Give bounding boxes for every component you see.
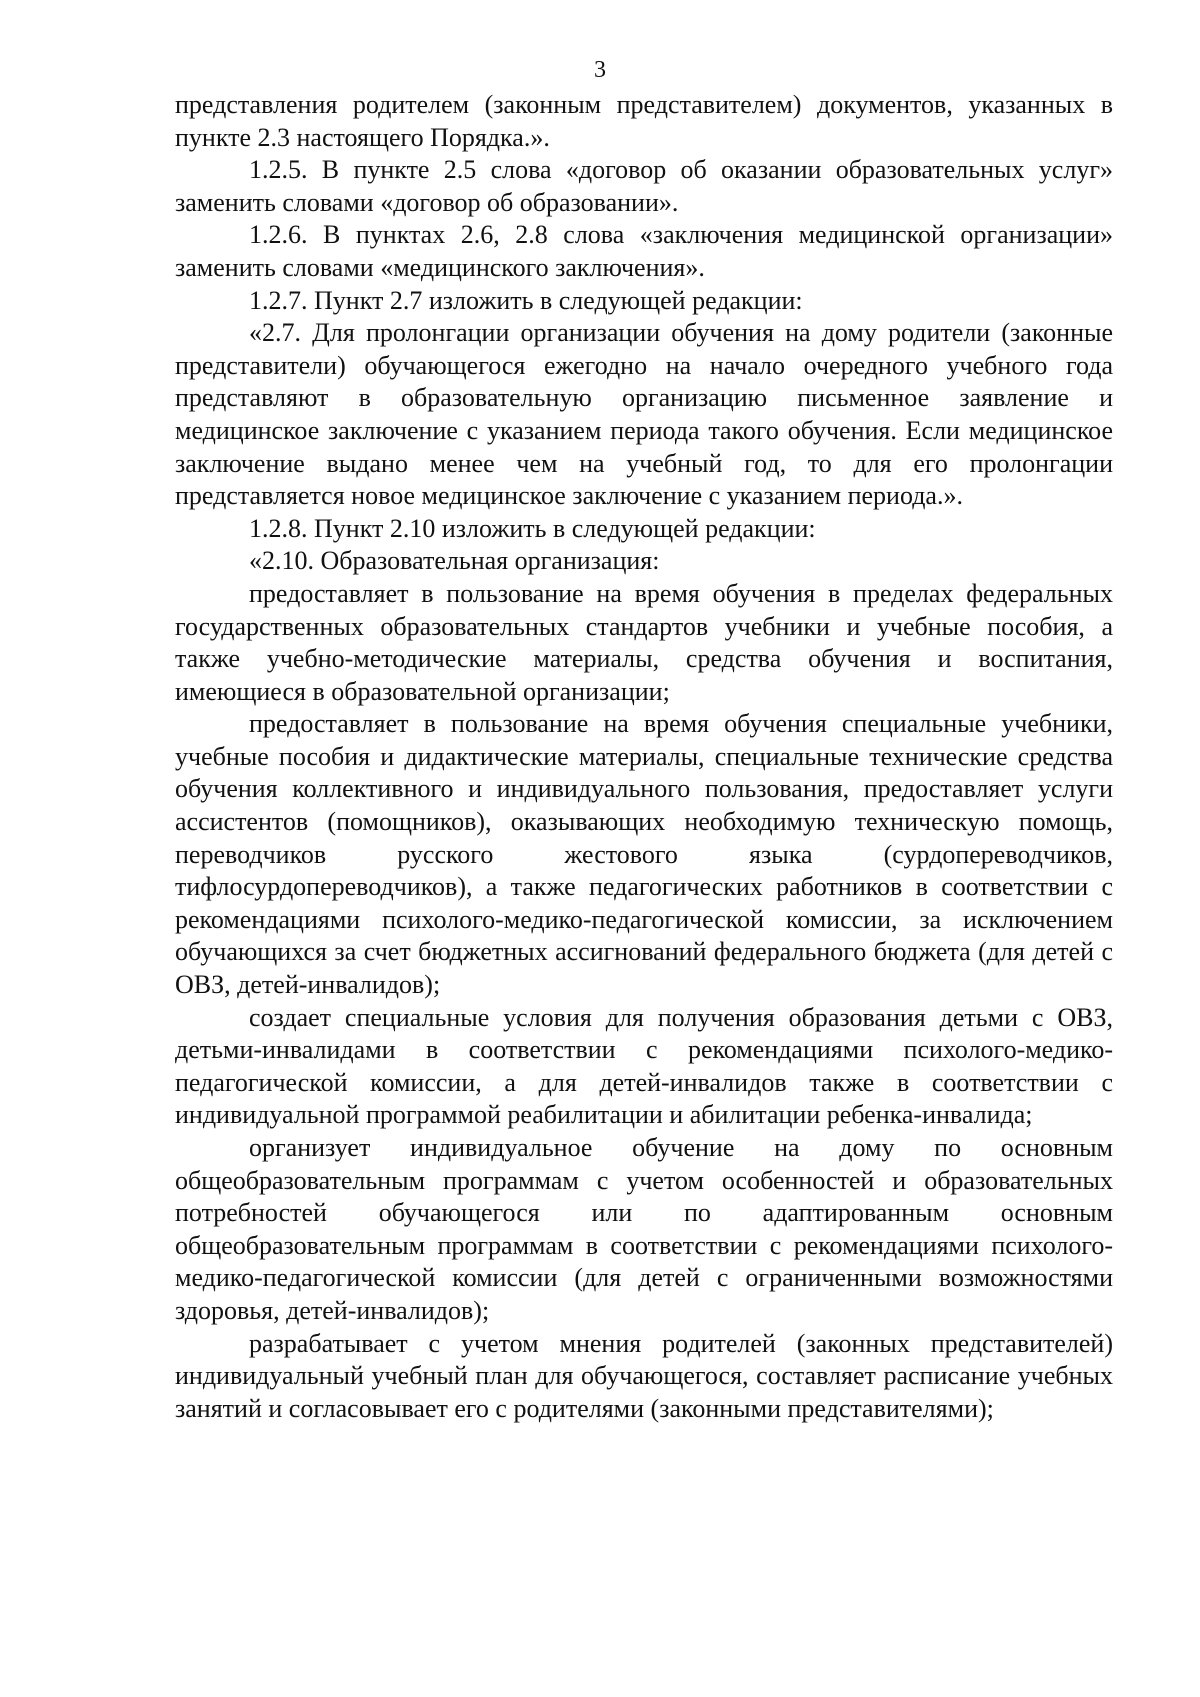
paragraph-2-7-text: «2.7. Для пролонгации организации обучения на дому родители (законные представители) обучающегося ежегодно на начало очередного учебного года представляют в образовательную организацию письменное заявление и медицинское заключение с указанием периода такого обучения. Если медицинское заключение выдано менее чем на учебный год, то для его пролонгации представляется новое медицинское заключение с указанием периода.». — [175, 318, 1113, 511]
paragraph-1-2-8: 1.2.8. Пункт 2.10 изложить в следующей редакции: — [249, 513, 816, 543]
list-item-home-education: организует индивидуальное обучение на дому по основным общеобразовательным программам с учетом особенностей и образовательных потребностей обучающегося или по адаптированным основным общеобразовательным программам в соответствии с рекомендациями психолого-медико-педагогической комиссии (для детей с ограниченными возможностями здоровья, детей-инвалидов); — [175, 1133, 1113, 1325]
paragraph-2-10-heading: «2.10. Образовательная организация: — [249, 546, 660, 576]
page-number: 3 — [594, 57, 606, 83]
list-item-special-conditions: создает специальные условия для получения образования детьми с ОВЗ, детьми-инвалидами в соответствии с рекомендациями психолого-медико-педагогической комиссии, а для детей-инвалидов также в соответствии с индивидуальной программой реабилитации и абилитации ребенка-инвалида; — [175, 1002, 1113, 1130]
paragraph-1-2-5: 1.2.5. В пункте 2.5 слова «договор об оказании образовательных услуг» заменить словами «договор об образовании». — [175, 155, 1113, 217]
paragraph-continuation: представления родителем (законным представителем) документов, указанных в пункте 2.3 настоящего Порядка.». — [175, 90, 1113, 152]
list-item-special-means: предоставляет в пользование на время обучения специальные учебники, учебные пособия и дидактические материалы, специальные технические средства обучения коллективного и индивидуального пользования, предоставляет услуги ассистентов (помощников), оказывающих необходимую техническую помощь, переводчиков русского жестового языка (сурдопереводчиков, тифлосурдопереводчиков), а также педагогических работников в соответствии с рекомендациями психолого-медико-педагогической комиссии, за исключением обучающихся за счет бюджетных ассигнований федерального бюджета (для детей с ОВЗ, детей-инвалидов); — [175, 709, 1113, 1000]
document-body — [175, 89, 1113, 1425]
list-item-textbooks: предоставляет в пользование на время обучения в пределах федеральных государственных образовательных стандартов учебники и учебные пособия, а также учебно-методические материалы, средства обучения и воспитания, имеющиеся в образовательной организации; — [175, 578, 1113, 706]
paragraph-1-2-7: 1.2.7. Пункт 2.7 изложить в следующей редакции: — [249, 285, 803, 315]
paragraph-1-2-6: 1.2.6. В пунктах 2.6, 2.8 слова «заключения медицинской организации» заменить словами «медицинского заключения». — [175, 220, 1113, 282]
list-item-individual-plan: разрабатывает с учетом мнения родителей (законных представителей) индивидуальный учебный план для обучающегося, составляет расписание учебных занятий и согласовывает его с родителями (законными представителями); — [175, 1328, 1113, 1423]
